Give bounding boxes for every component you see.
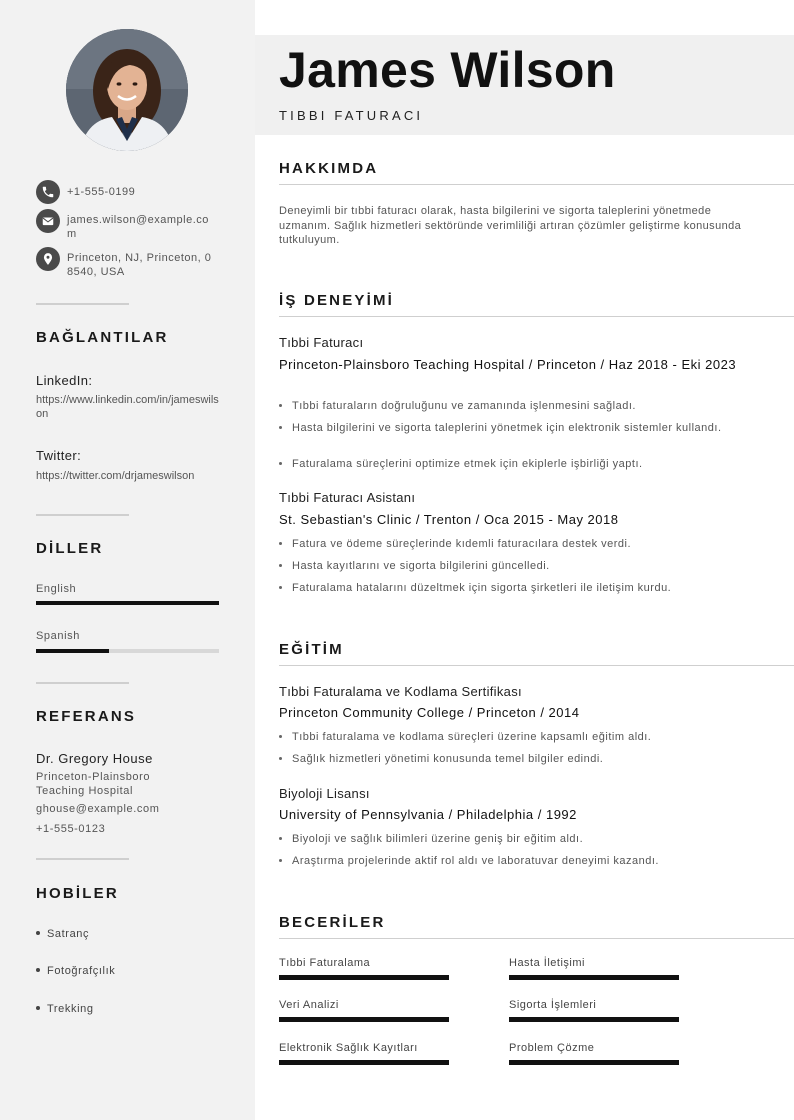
education-bullet: Tıbbi faturalama ve kodlama süreçleri üzerine kapsamlı eğitim aldı. <box>279 730 759 744</box>
reference-email[interactable]: ghouse@example.com <box>36 803 160 815</box>
experience-bullet: Faturalama süreçlerini optimize etmek için ekiplerle işbirliği yaptı. <box>279 457 759 471</box>
education-title: Tıbbi Faturalama ve Kodlama Sertifikası <box>279 684 522 699</box>
language-name: Spanish <box>36 630 80 642</box>
experience-heading: İŞ DENEYİMİ <box>279 292 395 309</box>
section-rule <box>279 665 794 666</box>
education-title: Biyoloji Lisansı <box>279 786 370 801</box>
skill-level-fill <box>509 1017 679 1022</box>
skill-level-fill <box>509 1060 679 1065</box>
skill-name: Elektronik Sağlık Kayıtları <box>279 1042 418 1054</box>
skill-level-bar <box>279 975 449 980</box>
phone-text: +1-555-0199 <box>67 186 136 198</box>
hobby-item <box>36 1003 94 1015</box>
language-level-fill <box>36 649 109 653</box>
skill-level-bar <box>509 975 679 980</box>
person-name: James Wilson <box>279 42 616 98</box>
sidebar <box>0 0 255 1120</box>
skill-level-fill <box>279 975 449 980</box>
experience-bullet: Faturalama hatalarını düzeltmek için sigorta şirketleri ile iletişim kurdu. <box>279 581 759 595</box>
experience-bullet: Tıbbi faturaların doğruluğunu ve zamanında işlenmesini sağladı. <box>279 399 759 413</box>
twitter-url[interactable]: https://twitter.com/drjameswilson <box>36 470 195 482</box>
hobby-label: Satranç <box>47 928 90 940</box>
skill-name: Problem Çözme <box>509 1042 595 1054</box>
skill-level-bar <box>279 1060 449 1065</box>
section-rule <box>279 316 794 317</box>
job-title: TIBBI FATURACI <box>279 108 424 123</box>
divider <box>36 514 129 516</box>
education-bullet: Araştırma projelerinde aktif rol aldı ve laboratuvar deneyimi kazandı. <box>279 854 759 868</box>
education-subtitle: University of Pennsylvania / Philadelphia / 1992 <box>279 807 577 822</box>
language-level-bar <box>36 649 219 653</box>
phone-icon <box>36 180 60 204</box>
section-rule <box>279 184 794 185</box>
experience-bullet: Hasta bilgilerini ve sigorta taleplerini yönetmek için elektronik sistemler kullandı. <box>279 421 759 435</box>
languages-heading: DİLLER <box>36 540 104 557</box>
hobby-label: Trekking <box>47 1003 94 1015</box>
location-pin-icon <box>36 247 60 271</box>
email-icon <box>36 209 60 233</box>
experience-subtitle: St. Sebastian's Clinic / Trenton / Oca 2015 - May 2018 <box>279 512 619 527</box>
divider <box>36 682 129 684</box>
contact-phone <box>36 180 215 204</box>
email-text[interactable]: james.wilson@example.com <box>67 214 209 240</box>
education-bullet: Biyoloji ve sağlık bilimleri üzerine geniş bir eğitim aldı. <box>279 832 759 846</box>
experience-title: Tıbbi Faturacı <box>279 335 364 350</box>
hobby-item <box>36 965 115 977</box>
reference-org: Princeton-Plainsboro Teaching Hospital <box>36 771 151 797</box>
reference-phone: +1-555-0123 <box>36 823 106 835</box>
skill-level-bar <box>509 1060 679 1065</box>
linkedin-url[interactable]: https://www.linkedin.com/in/jameswilson <box>36 394 219 420</box>
bullet-dot <box>36 931 40 935</box>
skills-heading: BECERİLER <box>279 914 386 931</box>
experience-bullet: Fatura ve ödeme süreçlerinde kıdemli faturacılara destek verdi. <box>279 537 759 551</box>
language-name: English <box>36 583 77 595</box>
skill-name: Sigorta İşlemleri <box>509 999 597 1011</box>
skill-name: Hasta İletişimi <box>509 957 585 969</box>
hobby-item <box>36 928 89 940</box>
links-heading: BAĞLANTILAR <box>36 329 169 346</box>
linkedin-label: LinkedIn: <box>36 373 93 388</box>
education-bullet: Sağlık hizmetleri yönetimi konusunda temel bilgiler edindi. <box>279 752 759 766</box>
about-heading: HAKKIMDA <box>279 160 379 177</box>
education-heading: EĞİTİM <box>279 641 344 658</box>
language-level-fill <box>36 601 219 605</box>
references-heading: REFERANS <box>36 708 137 725</box>
experience-bullet: Hasta kayıtlarını ve sigorta bilgilerini güncelledi. <box>279 559 759 573</box>
twitter-label: Twitter: <box>36 448 82 463</box>
skill-name: Veri Analizi <box>279 999 339 1011</box>
skill-name: Tıbbi Faturalama <box>279 957 371 969</box>
about-text: Deneyimli bir tıbbi faturacı olarak, hasta bilgilerini ve sigorta taleplerini yönetmede uzmanım. Sağlık hizmetleri sektöründe verimliliği artıran çözümler geliştirme konusunda tutkuluyum. <box>279 205 742 246</box>
hobbies-heading: HOBİLER <box>36 885 119 902</box>
skill-level-fill <box>509 975 679 980</box>
main-content <box>255 0 794 1120</box>
reference-name: Dr. Gregory House <box>36 751 153 766</box>
contact-address <box>36 247 215 279</box>
hobby-label: Fotoğrafçılık <box>47 965 116 977</box>
education-subtitle: Princeton Community College / Princeton / 2014 <box>279 705 580 720</box>
profile-photo <box>66 29 188 151</box>
skill-level-bar <box>509 1017 679 1022</box>
language-level-bar <box>36 601 219 605</box>
section-rule <box>279 938 794 939</box>
skill-level-bar <box>279 1017 449 1022</box>
bullet-dot <box>36 1006 40 1010</box>
divider <box>36 858 129 860</box>
skill-level-fill <box>279 1017 449 1022</box>
bullet-dot <box>36 968 40 972</box>
skill-level-fill <box>279 1060 449 1065</box>
experience-title: Tıbbi Faturacı Asistanı <box>279 490 416 505</box>
contact-email <box>36 209 215 241</box>
experience-subtitle: Princeton-Plainsboro Teaching Hospital / Princeton / Haz 2018 - Eki 2023 <box>279 357 737 372</box>
divider <box>36 303 129 305</box>
address-text: Princeton, NJ, Princeton, 08540, USA <box>67 252 212 278</box>
